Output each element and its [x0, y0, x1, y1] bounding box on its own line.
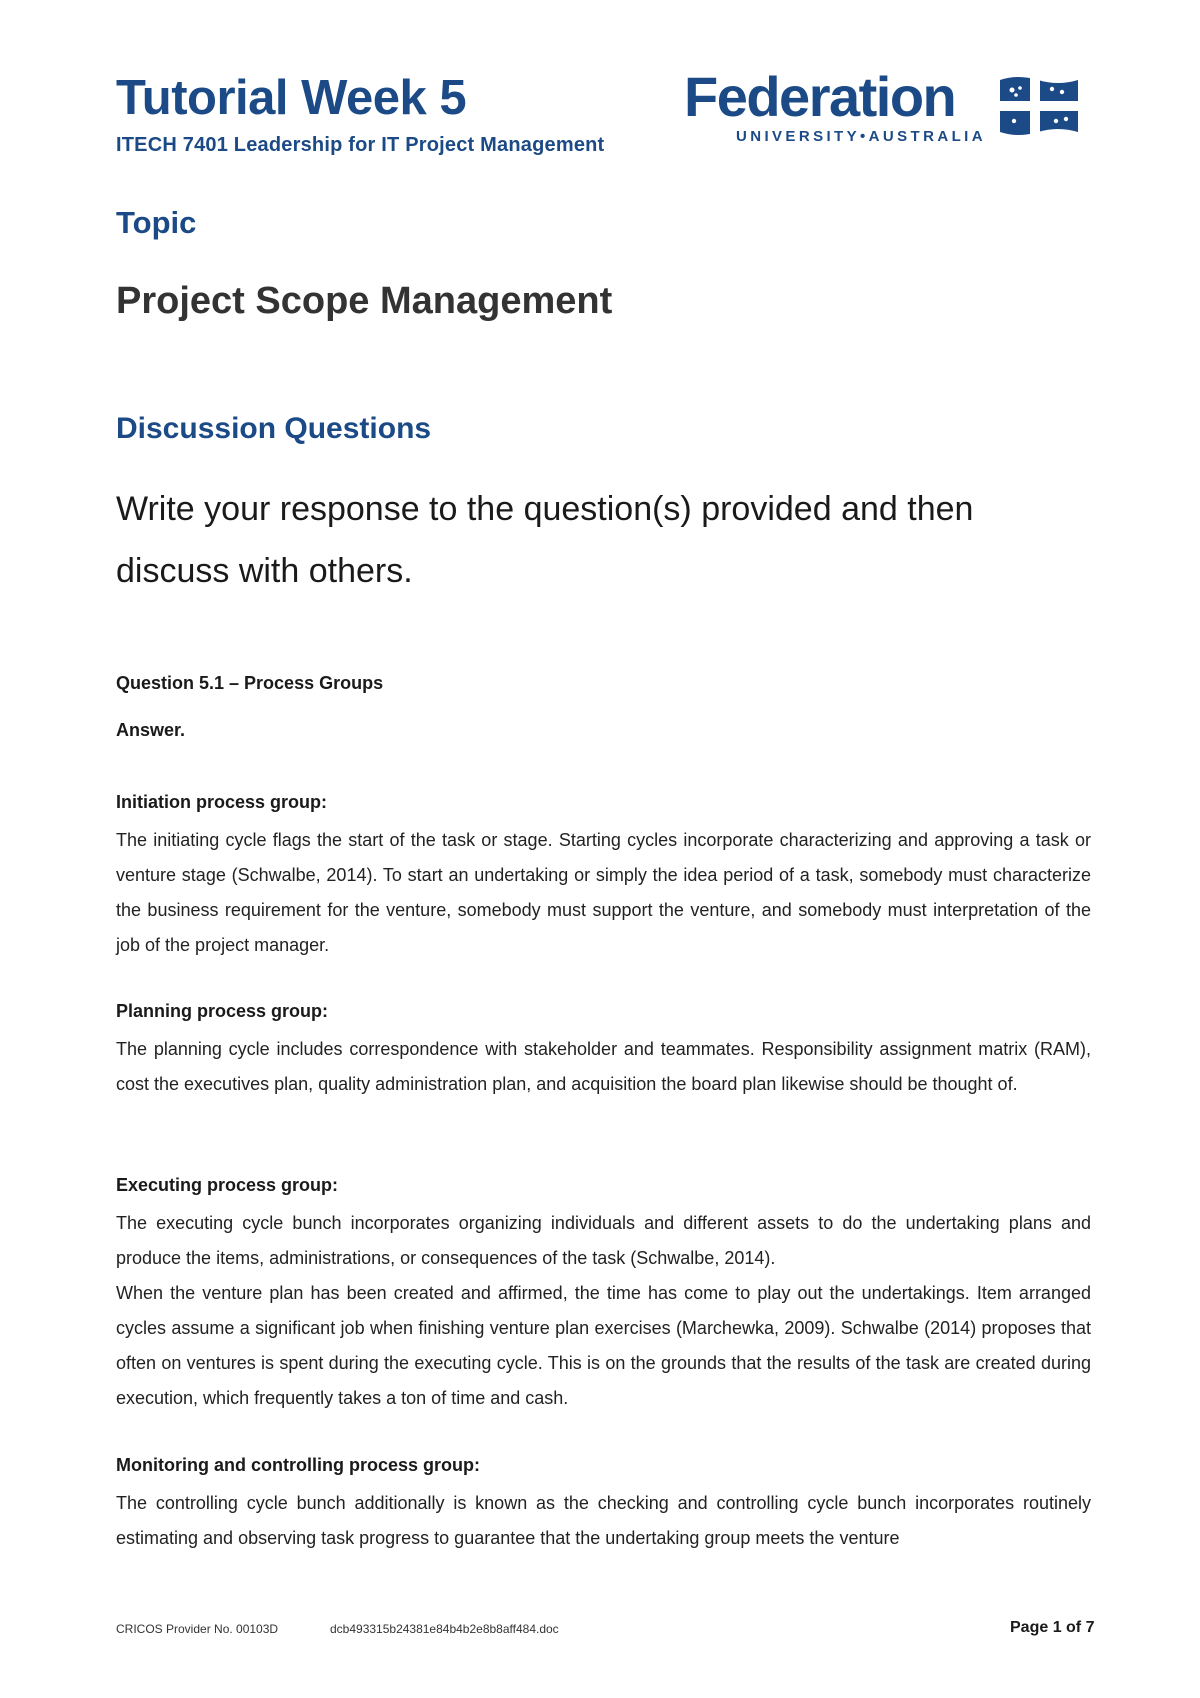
answer-label: Answer. [116, 720, 186, 740]
footer-page-number: Page 1 of 7 [1010, 1619, 1095, 1636]
section-body-executing-1: The executing cycle bunch incorporates organizing individuals and different assets to do the undertaking plans and produce the items, administrations, or consequences of the task (Schwalbe, 2014). [116, 1213, 1091, 1268]
section-body-initiation: The initiating cycle flags the start of the task or stage. Starting cycles incorporate characterizing and approving a task or venture stage (Schwalbe, 2014). To start an undertaking or simply the idea period of a task, somebody must characterize the business requirement for the venture, somebody must support the venture, and somebody must interpretation of the job of the project manager. [116, 830, 1091, 955]
section-body-monitoring: The controlling cycle bunch additionally is known as the checking and controlling cycle bunch incorporates routinely estimating and observing task progress to guarantee that the undertaking group meets the venture [116, 1493, 1091, 1548]
question-title: Question 5.1 – Process Groups [116, 673, 384, 693]
footer-filename: dcb493315b24381e84b4b2e8b8aff484.doc [330, 1622, 559, 1636]
section-body-executing-2: When the venture plan has been created and affirmed, the time has come to play out the undertakings. Item arranged cycles assume a significant job when finishing venture plan exercises (Marchewka, 2009). Schwalbe (2014) proposes that often on ventures is spent during the executing cycle. This is on the grounds that the results of the task are created during execution, which frequently takes a ton of time and cash. [116, 1283, 1091, 1408]
project-heading: Project Scope Management [116, 280, 613, 322]
course-subtitle: ITECH 7401 Leadership for IT Project Management [116, 134, 605, 156]
section-heading-monitoring: Monitoring and controlling process group: [116, 1455, 480, 1475]
logo-wordmark: Federation [684, 65, 956, 128]
discussion-prompt: Write your response to the question(s) provided and then discuss with others. [116, 490, 974, 590]
topic-heading: Topic [116, 205, 197, 240]
section-heading-planning: Planning process group: [116, 1001, 329, 1021]
section-body-planning: The planning cycle includes correspondence with stakeholder and teammates. Responsibility assignment matrix (RAM), cost the executives plan, quality administration plan, and acquisition the board plan likewise should be thought of. [116, 1039, 1091, 1094]
section-heading-initiation: Initiation process group: [116, 792, 328, 812]
discussion-heading: Discussion Questions [116, 412, 432, 445]
flag-icon [996, 74, 1082, 138]
federation-logo [684, 65, 1084, 150]
logo-subtext: UNIVERSITY•AUSTRALIA [736, 128, 986, 145]
page-title: Tutorial Week 5 [116, 71, 467, 125]
footer-cricos: CRICOS Provider No. 00103D [116, 1622, 279, 1636]
section-heading-executing: Executing process group: [116, 1175, 339, 1195]
